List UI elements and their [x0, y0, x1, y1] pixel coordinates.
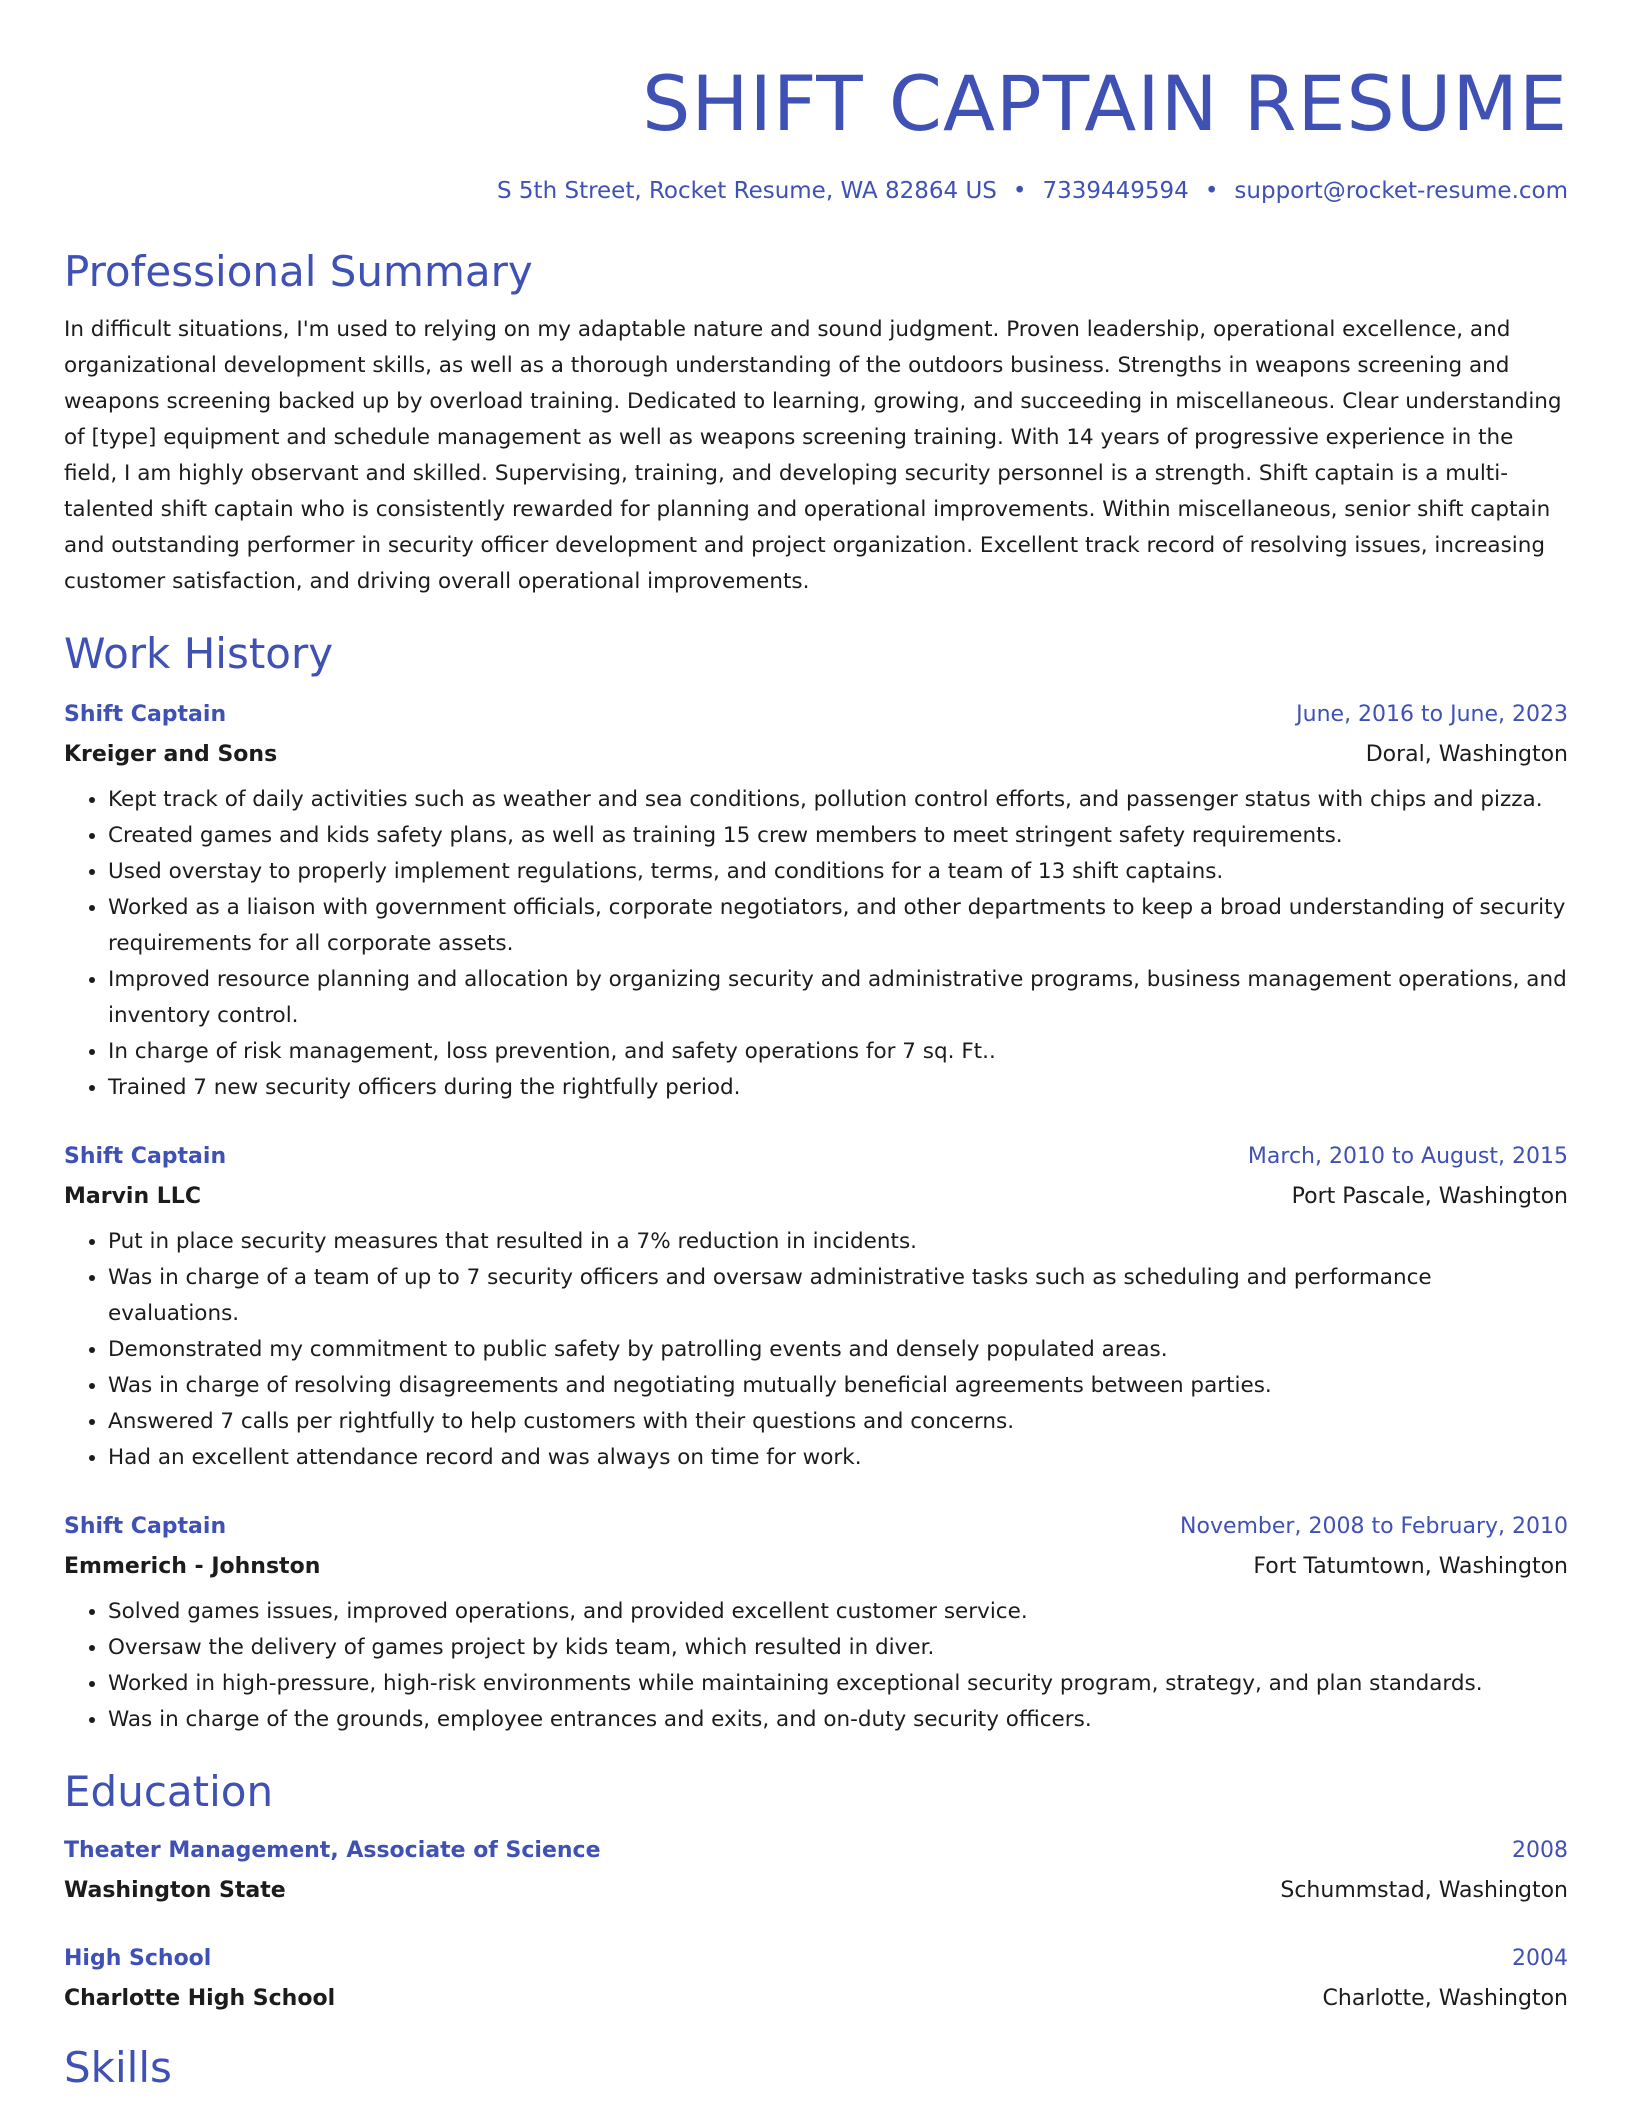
contact-separator: • — [1204, 178, 1219, 204]
contact-address: S 5th Street, Rocket Resume, WA 82864 US — [497, 178, 997, 204]
section-heading-summary: Professional Summary — [64, 247, 533, 296]
bullet-item: • Answered 7 calls per rightfully to help customers with their questions and concerns. — [108, 1404, 1568, 1440]
education-entry — [64, 1944, 1568, 2014]
bullet-item: • Worked in high-pressure, high-risk environments while maintaining exceptional security program, strategy, and plan standards. — [108, 1666, 1568, 1702]
bullet-item: • Improved resource planning and allocation by organizing security and administrative programs, business management operations, and inventory control. — [108, 962, 1568, 1034]
education-school: Charlotte High School — [64, 1986, 336, 2011]
bullet-item: • Was in charge of resolving disagreements and negotiating mutually beneficial agreements between parties. — [108, 1368, 1568, 1404]
summary-text: In difficult situations, I'm used to relying on my adaptable nature and sound judgment. Proven leadership, operational excellence, and organizational development skills, as well as a thorough understanding of the outdoors business. Strengths in weapons screening and weapons screening backed up by overload training. Dedicated to learning, growing, and succeeding in miscellaneous. Clear understanding of [type] equipment and schedule management as well as weapons screening training. With 14 years of progressive experience in the field, I am highly observant and skilled. Supervising, training, and developing security personnel is a strength. Shift captain is a multi-talented shift captain who is consistently rewarded for planning and operational improvements. Within miscellaneous, senior shift captain and outstanding performer in security officer development and project organization. Excellent track record of resolving issues, increasing customer satisfaction, and driving overall operational improvements. — [64, 317, 1562, 594]
section-heading-skills: Skills — [64, 2043, 172, 2092]
section-heading-work-history: Work History — [64, 629, 334, 678]
job-entry — [64, 1142, 1568, 1476]
bullet-item: • Was in charge of the grounds, employee entrances and exits, and on-duty security officers. — [108, 1702, 1568, 1738]
job-entry — [64, 1512, 1568, 1738]
bullet-item: • Kept track of daily activities such as weather and sea conditions, pollution control efforts, and passenger status with chips and pizza. — [108, 782, 1568, 818]
contact-separator: • — [1012, 178, 1027, 204]
job-entry — [64, 700, 1568, 1106]
bullet-item: • Solved games issues, improved operations, and provided excellent customer service. — [108, 1594, 1568, 1630]
education-degree: High School — [64, 1946, 212, 1971]
education-year: 2004 — [1512, 1946, 1568, 1971]
job-dates: June, 2016 to June, 2023 — [1296, 702, 1568, 727]
job-dates: March, 2010 to August, 2015 — [1247, 1144, 1568, 1169]
bullet-item: • Used overstay to properly implement regulations, terms, and conditions for a team of 13 shift captains. — [108, 854, 1568, 890]
bullet-item: • Put in place security measures that resulted in a 7% reduction in incidents. — [108, 1224, 1568, 1260]
bullet-item: • Oversaw the delivery of games project by kids team, which resulted in diver. — [108, 1630, 1568, 1666]
contact-line — [64, 176, 1568, 206]
job-title: Shift Captain — [64, 702, 227, 727]
section-heading-education: Education — [64, 1767, 274, 1816]
job-location: Port Pascale, Washington — [1291, 1184, 1568, 1209]
job-company: Marvin LLC — [64, 1184, 201, 1209]
education-entry — [64, 1836, 1568, 1906]
resume-title: SHIFT CAPTAIN RESUME — [642, 59, 1568, 148]
contact-phone: 7339449594 — [1042, 178, 1189, 204]
contact-email: support@rocket-resume.com — [1234, 178, 1568, 204]
job-title: Shift Captain — [64, 1144, 227, 1169]
job-bullets — [64, 1594, 1568, 1738]
education-location: Charlotte, Washington — [1322, 1986, 1568, 2011]
job-bullets — [64, 1224, 1568, 1476]
bullet-item: • Was in charge of a team of up to 7 security officers and oversaw administrative tasks such as scheduling and performance evaluations. — [108, 1260, 1568, 1332]
bullet-item: • Had an excellent attendance record and was always on time for work. — [108, 1440, 1568, 1476]
job-dates: November, 2008 to February, 2010 — [1180, 1514, 1568, 1539]
education-year: 2008 — [1512, 1838, 1568, 1863]
bullet-item: • In charge of risk management, loss prevention, and safety operations for 7 sq. Ft.. — [108, 1034, 1568, 1070]
education-degree: Theater Management, Associate of Science — [64, 1838, 601, 1863]
bullet-item: • Created games and kids safety plans, as well as training 15 crew members to meet stringent safety requirements. — [108, 818, 1568, 854]
job-location: Fort Tatumtown, Washington — [1253, 1554, 1568, 1579]
bullet-item: • Demonstrated my commitment to public safety by patrolling events and densely populated areas. — [108, 1332, 1568, 1368]
job-company: Emmerich - Johnston — [64, 1554, 321, 1579]
job-company: Kreiger and Sons — [64, 742, 278, 767]
job-location: Doral, Washington — [1365, 742, 1568, 767]
resume-page — [64, 0, 1568, 2094]
education-location: Schummstad, Washington — [1280, 1878, 1568, 1903]
education-school: Washington State — [64, 1878, 286, 1903]
bullet-item: • Worked as a liaison with government officials, corporate negotiators, and other departments to keep a broad understanding of security requirements for all corporate assets. — [108, 890, 1568, 962]
bullet-item: • Trained 7 new security officers during the rightfully period. — [108, 1070, 1568, 1106]
job-bullets — [64, 782, 1568, 1106]
job-title: Shift Captain — [64, 1514, 227, 1539]
